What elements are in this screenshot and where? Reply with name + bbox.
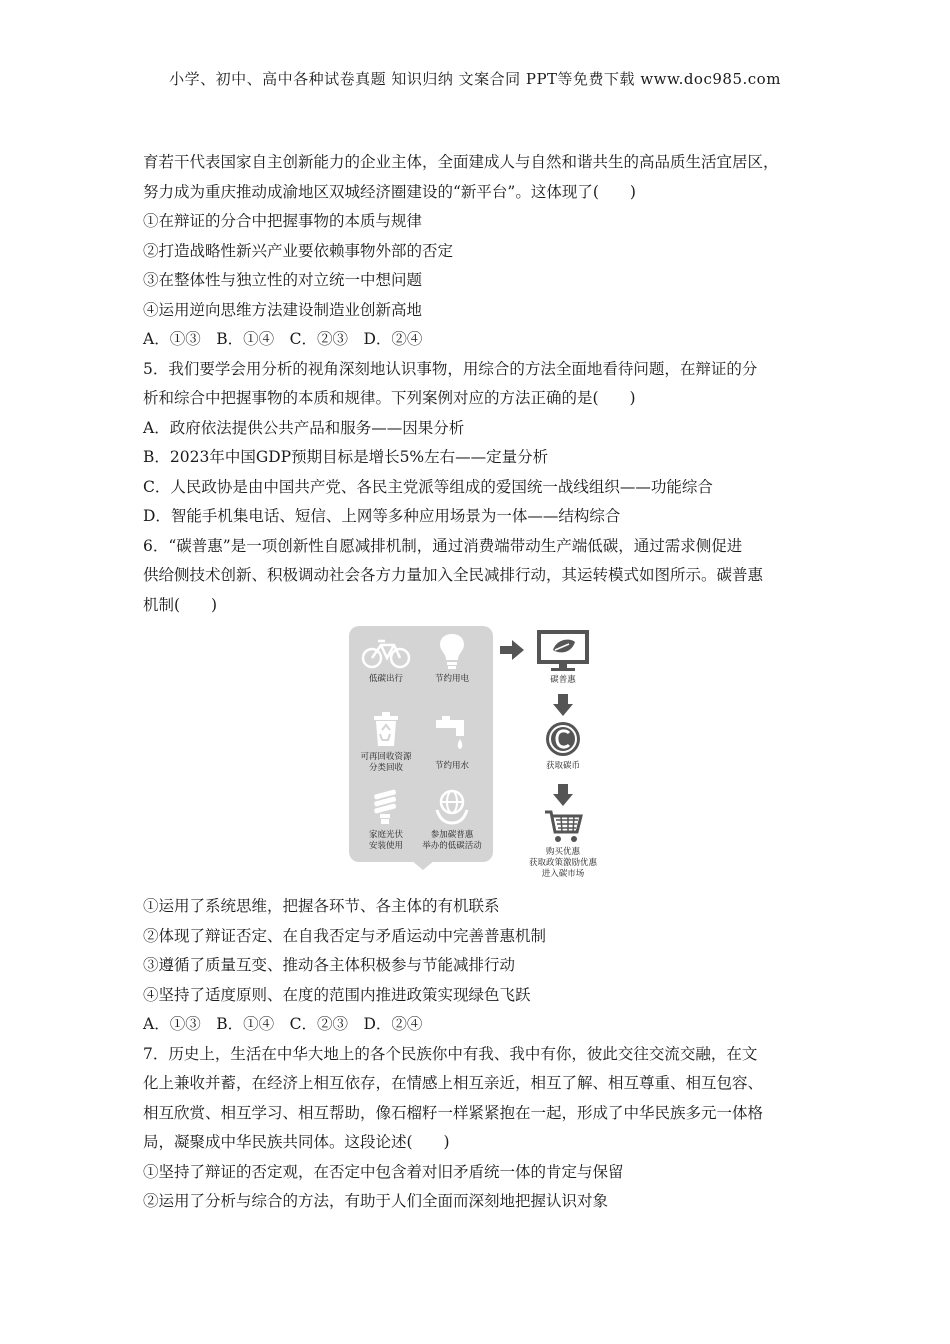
flow-step-carbon-inclusion [523,628,603,686]
water-tap-icon [432,714,472,752]
globe-hands-icon [434,788,470,826]
question-7-option-2: ②运用了分析与综合的方法，有助于人们全面而深刻地把握认识对象 [143,1192,609,1210]
cell-save-electricity [419,632,485,685]
label-purchase-line-2: 获取政策激励优惠 [528,858,597,868]
question-4-option-2: ②打造战略性新兴产业要依赖事物外部的否定 [143,241,454,260]
monitor-leaf-icon [535,628,591,672]
question-6-answers: A．①③ B．①④ C．②③ D．②④ [143,1015,423,1033]
label-carbon-coin: 获取碳币 [545,761,580,771]
label-carbon-inclusion: 碳普惠 [550,675,576,685]
question-7-line-2: 化上兼收并蓄，在经济上相互依存，在情感上相互亲近，相互了解、相互尊重、相互包容、 [143,1074,764,1092]
question-5-line-1: 5．我们要学会用分析的视角深刻地认识事物，用综合的方法全面地看待问题，在辩证的分 [143,359,758,378]
question-6-option-2: ②体现了辩证否定、在自我否定与矛盾运动中完善普惠机制 [143,926,547,945]
question-6-option-1: ①运用了系统思维，把握各环节、各主体的有机联系 [143,897,500,915]
question-4-line-2: 努力成为重庆推动成渝地区双城经济圈建设的“新平台”。这体现了( ) [143,182,636,201]
carbon-inclusion-figure [143,626,813,888]
question-4 [143,148,813,355]
label-carbon-activity-line-2: 举办的低碳活动 [422,841,482,851]
label-purchase-line-1: 购买优惠 [545,847,580,857]
question-4-answers: A．①③ B．①④ C．②③ D．②④ [143,330,423,348]
question-6-line-1: 6．“碳普惠”是一项创新性自愿减排机制，通过消费端带动生产端低碳，通过需求侧促进 [143,536,743,555]
solar-bulb-icon [368,788,404,826]
cell-carbon-activity [415,788,489,852]
cell-save-water [419,714,485,772]
right-arrow-icon [500,640,524,660]
lightbulb-icon [435,632,469,670]
flow-step-carbon-coin [523,720,603,772]
question-5-option-a: A．政府依法提供公共产品和服务——因果分析 [143,418,465,437]
question-7-line-4: 局，凝聚成中华民族共同体。这段论述( ) [143,1133,450,1151]
cell-home-solar [353,788,419,852]
recycle-bin-icon [369,710,403,748]
question-4-line-1: 育若干代表国家自主创新能力的企业主体，全面建成人与自然和谐共生的高品质生活宜居区， [143,153,779,171]
question-7 [143,1040,813,1217]
question-7-line-3: 相互欣赏、相互学习、相互帮助，像石榴籽一样紧紧抱在一起，形成了中华民族多元一体格 [143,1103,764,1122]
label-save-water: 节约用水 [434,761,469,771]
label-recycling-line-1: 可再回收资源 [360,752,412,762]
question-5-option-d: D．智能手机集电话、短信、上网等多种应用场景为一体——结构综合 [143,507,621,525]
label-home-solar-line-2: 安装使用 [368,841,403,851]
down-arrow-icon-1 [553,694,573,716]
label-recycling-line-2: 分类回收 [368,763,403,773]
question-7-line-1: 7．历史上，生活在中华大地上的各个民族你中有我、我中有你，彼此交往交流交融，在文 [143,1044,758,1063]
question-5 [143,355,813,532]
question-4-option-3: ③在整体性与独立性的对立统一中想问题 [143,271,423,289]
question-7-option-1: ①坚持了辩证的否定观，在否定中包含着对旧矛盾统一体的肯定与保留 [143,1162,624,1181]
question-6 [143,532,813,1040]
question-4-option-4: ④运用逆向思维方法建设制造业创新高地 [143,300,423,319]
document-body [143,148,813,1217]
label-low-carbon-travel: 低碳出行 [368,674,403,684]
label-carbon-activity-line-1: 参加碳普惠 [430,830,474,840]
label-home-solar-line-1: 家庭光伏 [368,830,403,840]
question-6-line-2: 供给侧技术创新、积极调动社会各方力量加入全民减排行动，其运转模式如图所示。碳普惠 [143,566,764,584]
cell-low-carbon-travel [353,636,419,685]
label-save-electricity: 节约用电 [434,674,469,684]
carbon-coin-icon [544,720,582,758]
question-4-option-1: ①在辩证的分合中把握事物的本质与规律 [143,212,423,230]
page-header: 小学、初中、高中各种试卷真题 知识归纳 文案合同 PPT等免费下载 www.doc985.com [169,70,781,88]
flow-step-purchase [523,808,603,880]
shopping-cart-icon [543,808,583,844]
bicycle-icon [361,636,411,670]
question-5-option-b: B．2023年中国GDP预期目标是增长5%左右——定量分析 [143,448,549,466]
question-6-option-3: ③遵循了质量互变、推动各主体积极参与节能减排行动 [143,956,516,974]
question-6-option-4: ④坚持了适度原则、在度的范围内推进政策实现绿色飞跃 [143,985,531,1004]
question-5-option-c: C．人民政协是由中国共产党、各民主党派等组成的爱国统一战线组织——功能综合 [143,477,713,496]
cell-recycling [353,710,419,774]
down-arrow-icon-2 [553,784,573,806]
question-6-line-3: 机制( ) [143,595,218,614]
question-5-line-2: 析和综合中把握事物的本质和规律。下列案例对应的方法正确的是( ) [143,389,636,407]
label-purchase-line-3: 进入碳市场 [541,869,585,879]
panel-pointer [411,860,435,870]
